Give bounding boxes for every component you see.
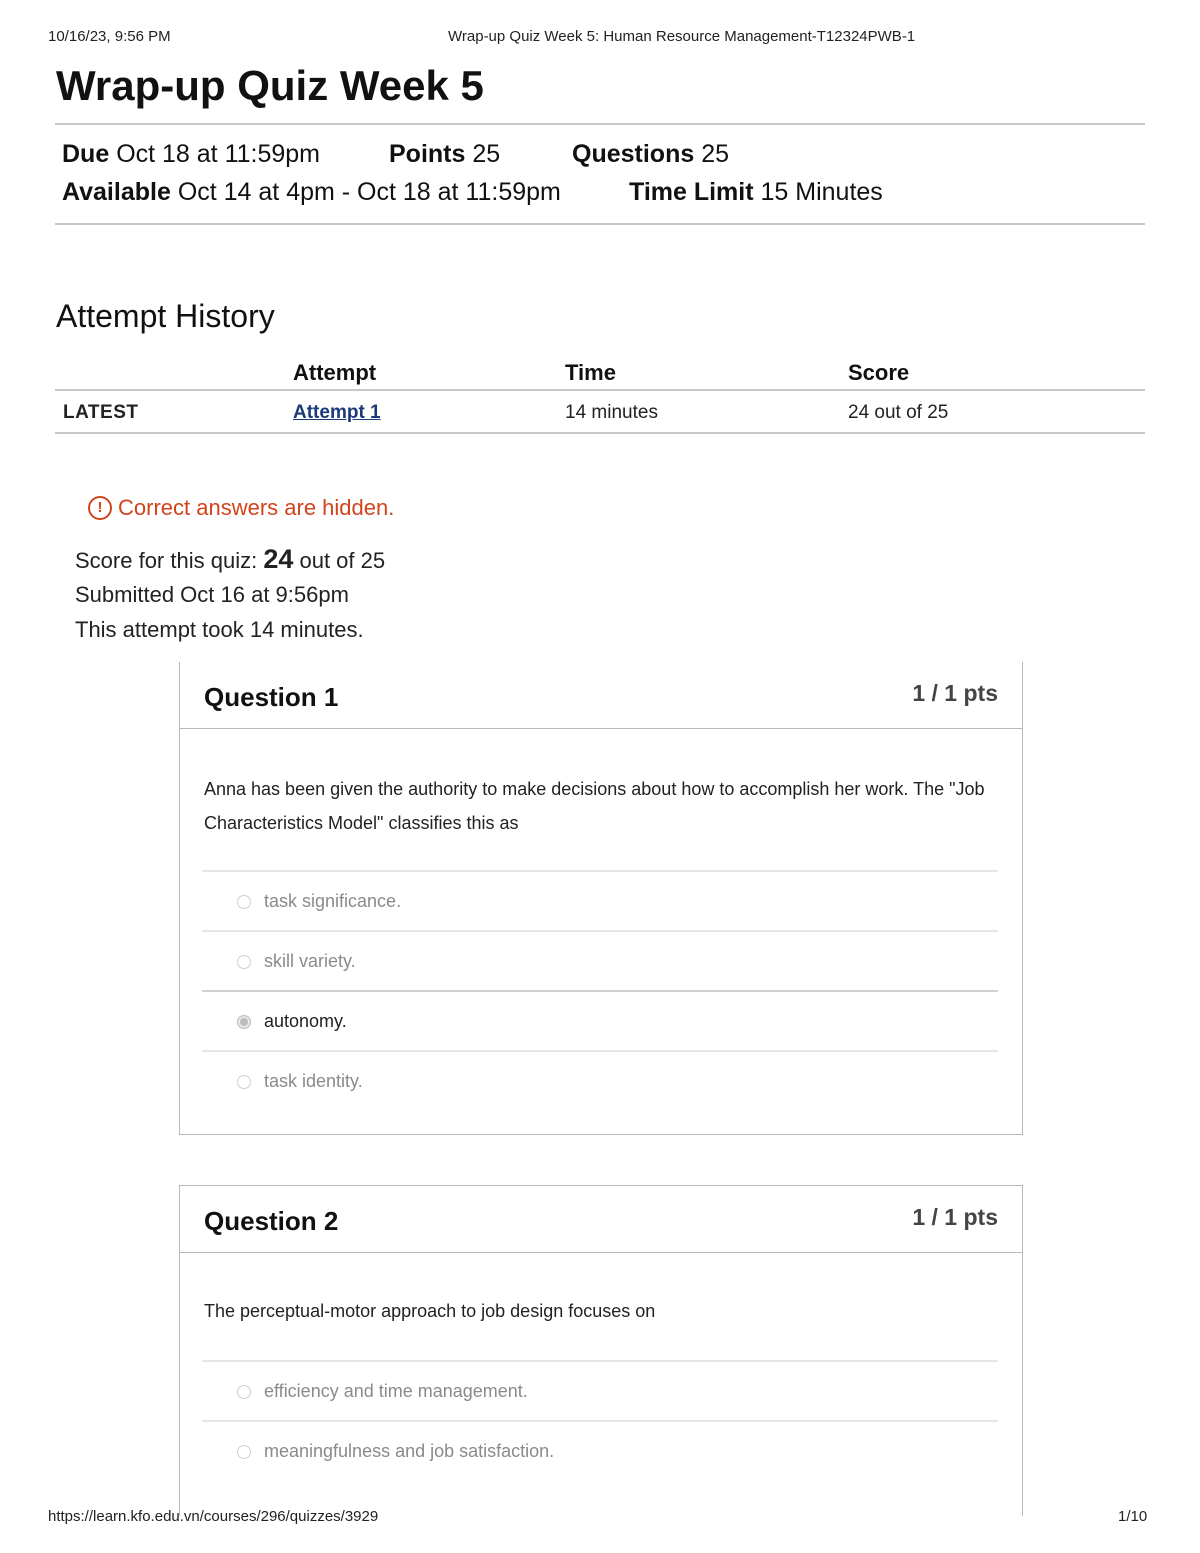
questions-info	[572, 140, 729, 169]
divider	[55, 223, 1145, 225]
questions-value: 25	[701, 140, 730, 168]
answers-hidden-notice	[88, 495, 394, 521]
question-points: 1 / 1 pts	[912, 680, 998, 706]
divider	[55, 123, 1145, 125]
answer-label: task significance.	[264, 891, 402, 911]
latest-tag: LATEST	[63, 402, 139, 423]
points-value: 25	[472, 140, 501, 168]
score-suffix: out of 25	[299, 548, 386, 573]
question-card	[179, 1185, 1023, 1516]
radio-button-selected[interactable]	[237, 1015, 251, 1029]
duration-line: This attempt took 14 minutes.	[75, 617, 364, 642]
question-title: Question 2	[204, 1206, 339, 1236]
column-header-score: Score	[848, 360, 910, 385]
question-text: The perceptual-motor approach to job design focuses on	[204, 1301, 656, 1321]
submitted-line: Submitted Oct 16 at 9:56pm	[75, 582, 349, 607]
answer-label: efficiency and time management.	[264, 1381, 528, 1401]
question-title: Question 1	[204, 682, 339, 712]
due-info	[62, 140, 320, 169]
radio-button[interactable]	[237, 955, 251, 969]
print-datetime: 10/16/23, 9:56 PM	[48, 28, 171, 45]
radio-button[interactable]	[237, 895, 251, 909]
answer-label: autonomy.	[264, 1011, 347, 1031]
question-header	[180, 1186, 1022, 1253]
table-bottom-rule	[55, 432, 1145, 434]
due-label: Due	[62, 140, 110, 168]
question-header	[180, 662, 1022, 729]
radio-button[interactable]	[237, 1445, 251, 1459]
score-value: 24	[263, 544, 294, 574]
attempt-link[interactable]	[293, 402, 381, 424]
answer-label: skill variety.	[264, 951, 356, 971]
answer-option-selected[interactable]	[202, 990, 998, 1052]
print-url: https://learn.kfo.edu.vn/courses/296/quizzes/3929	[48, 1508, 379, 1525]
column-header-time: Time	[565, 360, 616, 385]
answer-option[interactable]	[202, 1360, 998, 1422]
table-header-rule	[55, 389, 1145, 391]
attempt-link-text[interactable]: Attempt 1	[293, 402, 381, 423]
questions-label: Questions	[572, 140, 695, 168]
score-prefix: Score for this quiz:	[75, 548, 258, 573]
quiz-score-line	[75, 544, 385, 575]
due-value: Oct 18 at 11:59pm	[116, 140, 321, 168]
available-value: Oct 14 at 4pm - Oct 18 at 11:59pm	[177, 178, 561, 206]
attempt-time: 14 minutes	[565, 402, 658, 423]
answers-hidden-text: Correct answers are hidden.	[118, 495, 395, 520]
answer-option[interactable]	[202, 870, 998, 932]
warning-icon: !	[88, 496, 112, 520]
radio-button[interactable]	[237, 1385, 251, 1399]
question-text: Anna has been given the authority to make decisions about how to accomplish her work. The "Job Characteristics Model" classifies this as	[204, 779, 985, 833]
answer-label: task identity.	[264, 1071, 363, 1091]
time-limit-info	[629, 178, 883, 207]
radio-button[interactable]	[237, 1075, 251, 1089]
points-info	[389, 140, 500, 169]
page-title: Wrap-up Quiz Week 5	[56, 62, 484, 109]
print-page-title: Wrap-up Quiz Week 5: Human Resource Management-T12324PWB-1	[448, 28, 916, 45]
attempt-score: 24 out of 25	[848, 402, 949, 423]
points-label: Points	[389, 140, 466, 168]
time-limit-value: 15 Minutes	[760, 178, 883, 206]
available-info	[62, 178, 561, 207]
print-page-number: 1/10	[1118, 1508, 1148, 1525]
available-label: Available	[62, 178, 171, 206]
answer-option[interactable]	[202, 1050, 998, 1112]
answer-option[interactable]	[202, 930, 998, 992]
time-limit-label: Time Limit	[629, 178, 754, 206]
question-card	[179, 662, 1023, 1135]
attempt-history-heading: Attempt History	[56, 298, 275, 334]
column-header-attempt: Attempt	[293, 360, 377, 385]
answer-label: meaningfulness and job satisfaction.	[264, 1441, 555, 1461]
answer-option[interactable]	[202, 1420, 998, 1482]
question-points: 1 / 1 pts	[912, 1204, 998, 1230]
